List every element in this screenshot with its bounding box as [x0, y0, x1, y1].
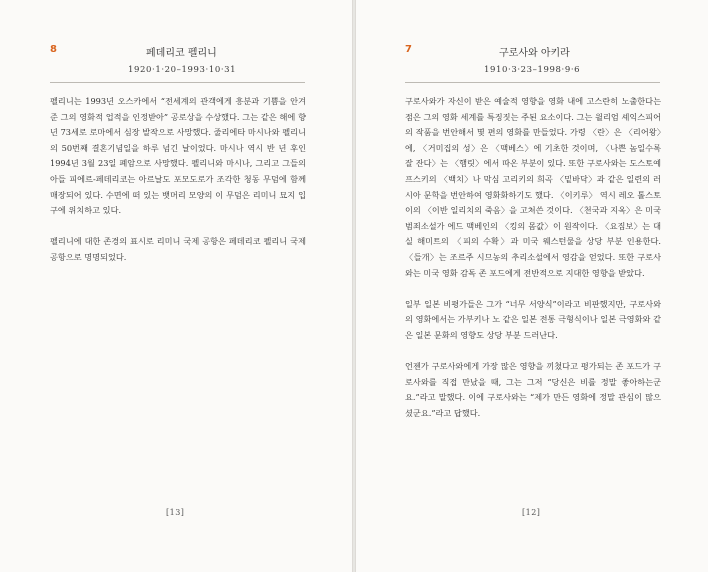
entry-name: 구로사와 아키라	[499, 48, 570, 59]
paragraph: 일부 일본 비평가들은 그가 “너무 서양식”이라고 비판했지만, 구로사와의 영화에서는 가부키나 노 같은 일본 전통 극형식이나 일본 극영화와 같은 일본 문화의 영향도 상당 부분 드러난다.	[405, 298, 661, 340]
paragraph: 펠리니는 1993년 오스카에서 “전세계의 관객에게 흥분과 기쁨을 안겨준 그의 영화적 업적을 인정받아” 공로상을 수상했다. 그는 같은 해에 향년 73세로 로마에서 심장 발작으로 사망했다. 줄리에타 마시나와 펠리니의 50번째 결혼기념일을 하루 넘긴 날이었다. 마시나 역시 반 년 후인 1994년 3월 23일 폐암으로 사망했다. 펠리니와 마시나, 그리고 그들의 아들 피에르-페데리코는 아르날도 포모도로가 조각한 청동 무덤에 함께 매장되어 있다. 수면에 떠 있는 뱃머리 모양의 이 무덤은 리미니 묘지 입구에 위치하고 있다.	[50, 96, 306, 216]
paragraph: 펠리니에 대한 존경의 표시로 리미니 국제 공항은 페데리코 펠리니 국제 공항으로 명명되었다.	[50, 236, 306, 262]
page-number: [12]	[522, 508, 541, 517]
left-page	[0, 0, 352, 572]
paragraph: 언젠가 구로사와에게 가장 많은 영향을 끼쳤다고 평가되는 존 포드가 구로사와를 직접 만났을 때, 그는 그저 “당신은 비를 정말 좋아하는군요.”라고 말했다. 이에 구로사와는 “제가 만든 영화에 정말 관심이 많으셨군요.”라고 답했다.	[405, 361, 661, 418]
entry-number: 7	[405, 44, 412, 55]
entry-body	[405, 94, 661, 437]
paragraph: 구로사와가 자신이 받은 예술적 영향을 영화 내에 고스란히 노출한다는 점은 그의 영화 세계를 특징짓는 주된 요소이다. 그는 윌리엄 셰익스피어의 작품을 번안해서 몇 편의 영화를 만들었다. 가령 〈란〉은 〈리어왕〉에, 〈거미집의 성〉은 〈맥베스〉에 기초한 것이며, 〈나쁜 놈일수록 잘 잔다〉는 〈햄릿〉에서 따온 부분이 있다. 또한 구로사와는 도스토예프스키의 〈백치〉나 막심 고리키의 희곡 〈밑바닥〉과 같은 일련의 러시아 문학을 번안하여 영화화하기도 했다. 〈이키루〉 역시 레오 톨스토이의 〈이반 일리치의 죽음〉을 고쳐쓴 것이다. 〈천국과 지옥〉은 미국 범죄소설가 에드 맥베인의 〈킹의 몸값〉이 원작이다. 〈요짐보〉는 대실 해미트의 〈피의 수확〉과 미국 웨스턴물을 상당 부분 인용한다. 〈들개〉는 조르주 시므농의 추리소설에서 영감을 얻었다. 또한 구로사와는 미국 영화 감독 존 포드에게 전반적으로 지대한 영향을 받았다.	[405, 96, 661, 278]
entry-dates: 1910·3·23–1998·9·6	[484, 65, 581, 75]
divider	[405, 82, 660, 83]
entry-number: 8	[50, 44, 57, 55]
entry-dates: 1920·1·20–1993·10·31	[128, 65, 237, 75]
page-number: [13]	[166, 508, 185, 517]
right-page	[356, 0, 708, 572]
entry-name: 페데리코 펠리니	[146, 48, 217, 59]
divider	[50, 82, 305, 83]
entry-body	[50, 94, 306, 281]
